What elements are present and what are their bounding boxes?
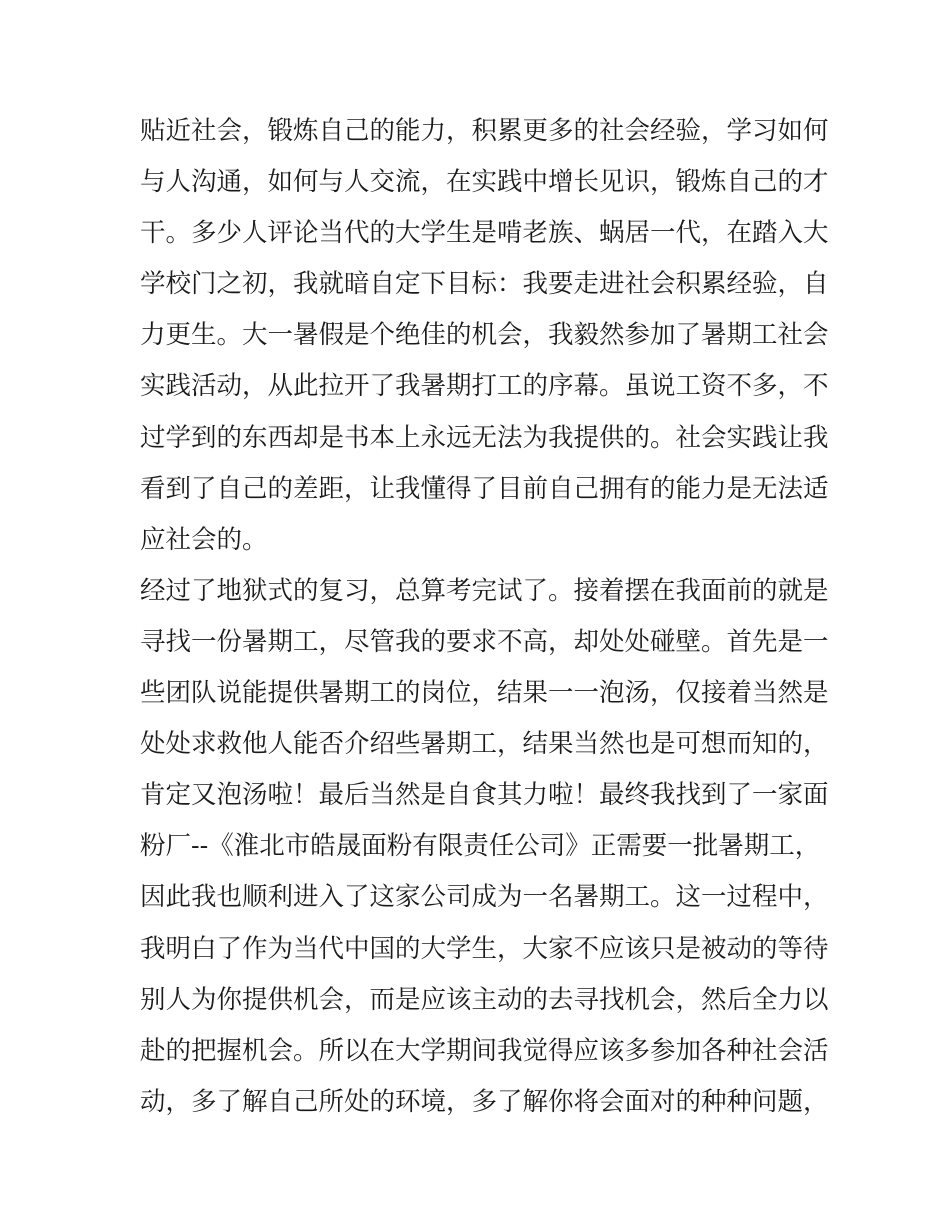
text-line: 过学到的东西却是书本上永远无法为我提供的。社会实践让我 xyxy=(140,422,829,453)
text-line: 干。多少人评论当代的大学生是啃老族、蜗居一代，在踏入大 xyxy=(140,218,829,249)
text-line: 看到了自己的差距，让我懂得了目前自己拥有的能力是无法适 xyxy=(140,473,829,504)
text-line: 应社会的。 xyxy=(140,524,268,555)
text-line: 寻找一份暑期工，尽管我的要求不高，却处处碰壁。首先是一 xyxy=(140,626,829,657)
text-line: 处处求救他人能否介绍些暑期工，结果当然也是可想而知的， xyxy=(140,729,829,760)
text-line: 经过了地狱式的复习，总算考完试了。接着摆在我面前的就是 xyxy=(140,575,829,606)
text-line: 动，多了解自己所处的环境，多了解你将会面对的种种问题， xyxy=(140,1086,829,1117)
text-line: 肯定又泡汤啦！最后当然是自食其力啦！最终我找到了一家面 xyxy=(140,780,829,811)
text-line: 学校门之初，我就暗自定下目标：我要走进社会积累经验，自 xyxy=(140,269,829,300)
body-text xyxy=(140,106,829,1128)
text-line: 与人沟通，如何与人交流，在实践中增长见识，锻炼自己的才 xyxy=(140,167,829,198)
text-line: 粉厂--《淮北市皓晟面粉有限责任公司》正需要一批暑期工， xyxy=(140,831,821,862)
text-line: 赴的把握机会。所以在大学期间我觉得应该多参加各种社会活 xyxy=(140,1035,829,1066)
text-line: 贴近社会，锻炼自己的能力，积累更多的社会经验，学习如何 xyxy=(140,116,829,146)
text-line: 别人为你提供机会，而是应该主动的去寻找机会，然后全力以 xyxy=(140,984,829,1015)
text-line: 因此我也顺利进入了这家公司成为一名暑期工。这一过程中， xyxy=(140,882,829,913)
text-line: 些团队说能提供暑期工的岗位，结果一一泡汤，仅接着当然是 xyxy=(140,678,829,709)
text-line: 力更生。大一暑假是个绝佳的机会，我毅然参加了暑期工社会 xyxy=(140,320,829,351)
text-line: 我明白了作为当代中国的大学生，大家不应该只是被动的等待 xyxy=(140,933,829,964)
text-line: 实践活动，从此拉开了我暑期打工的序幕。虽说工资不多，不 xyxy=(140,371,829,402)
